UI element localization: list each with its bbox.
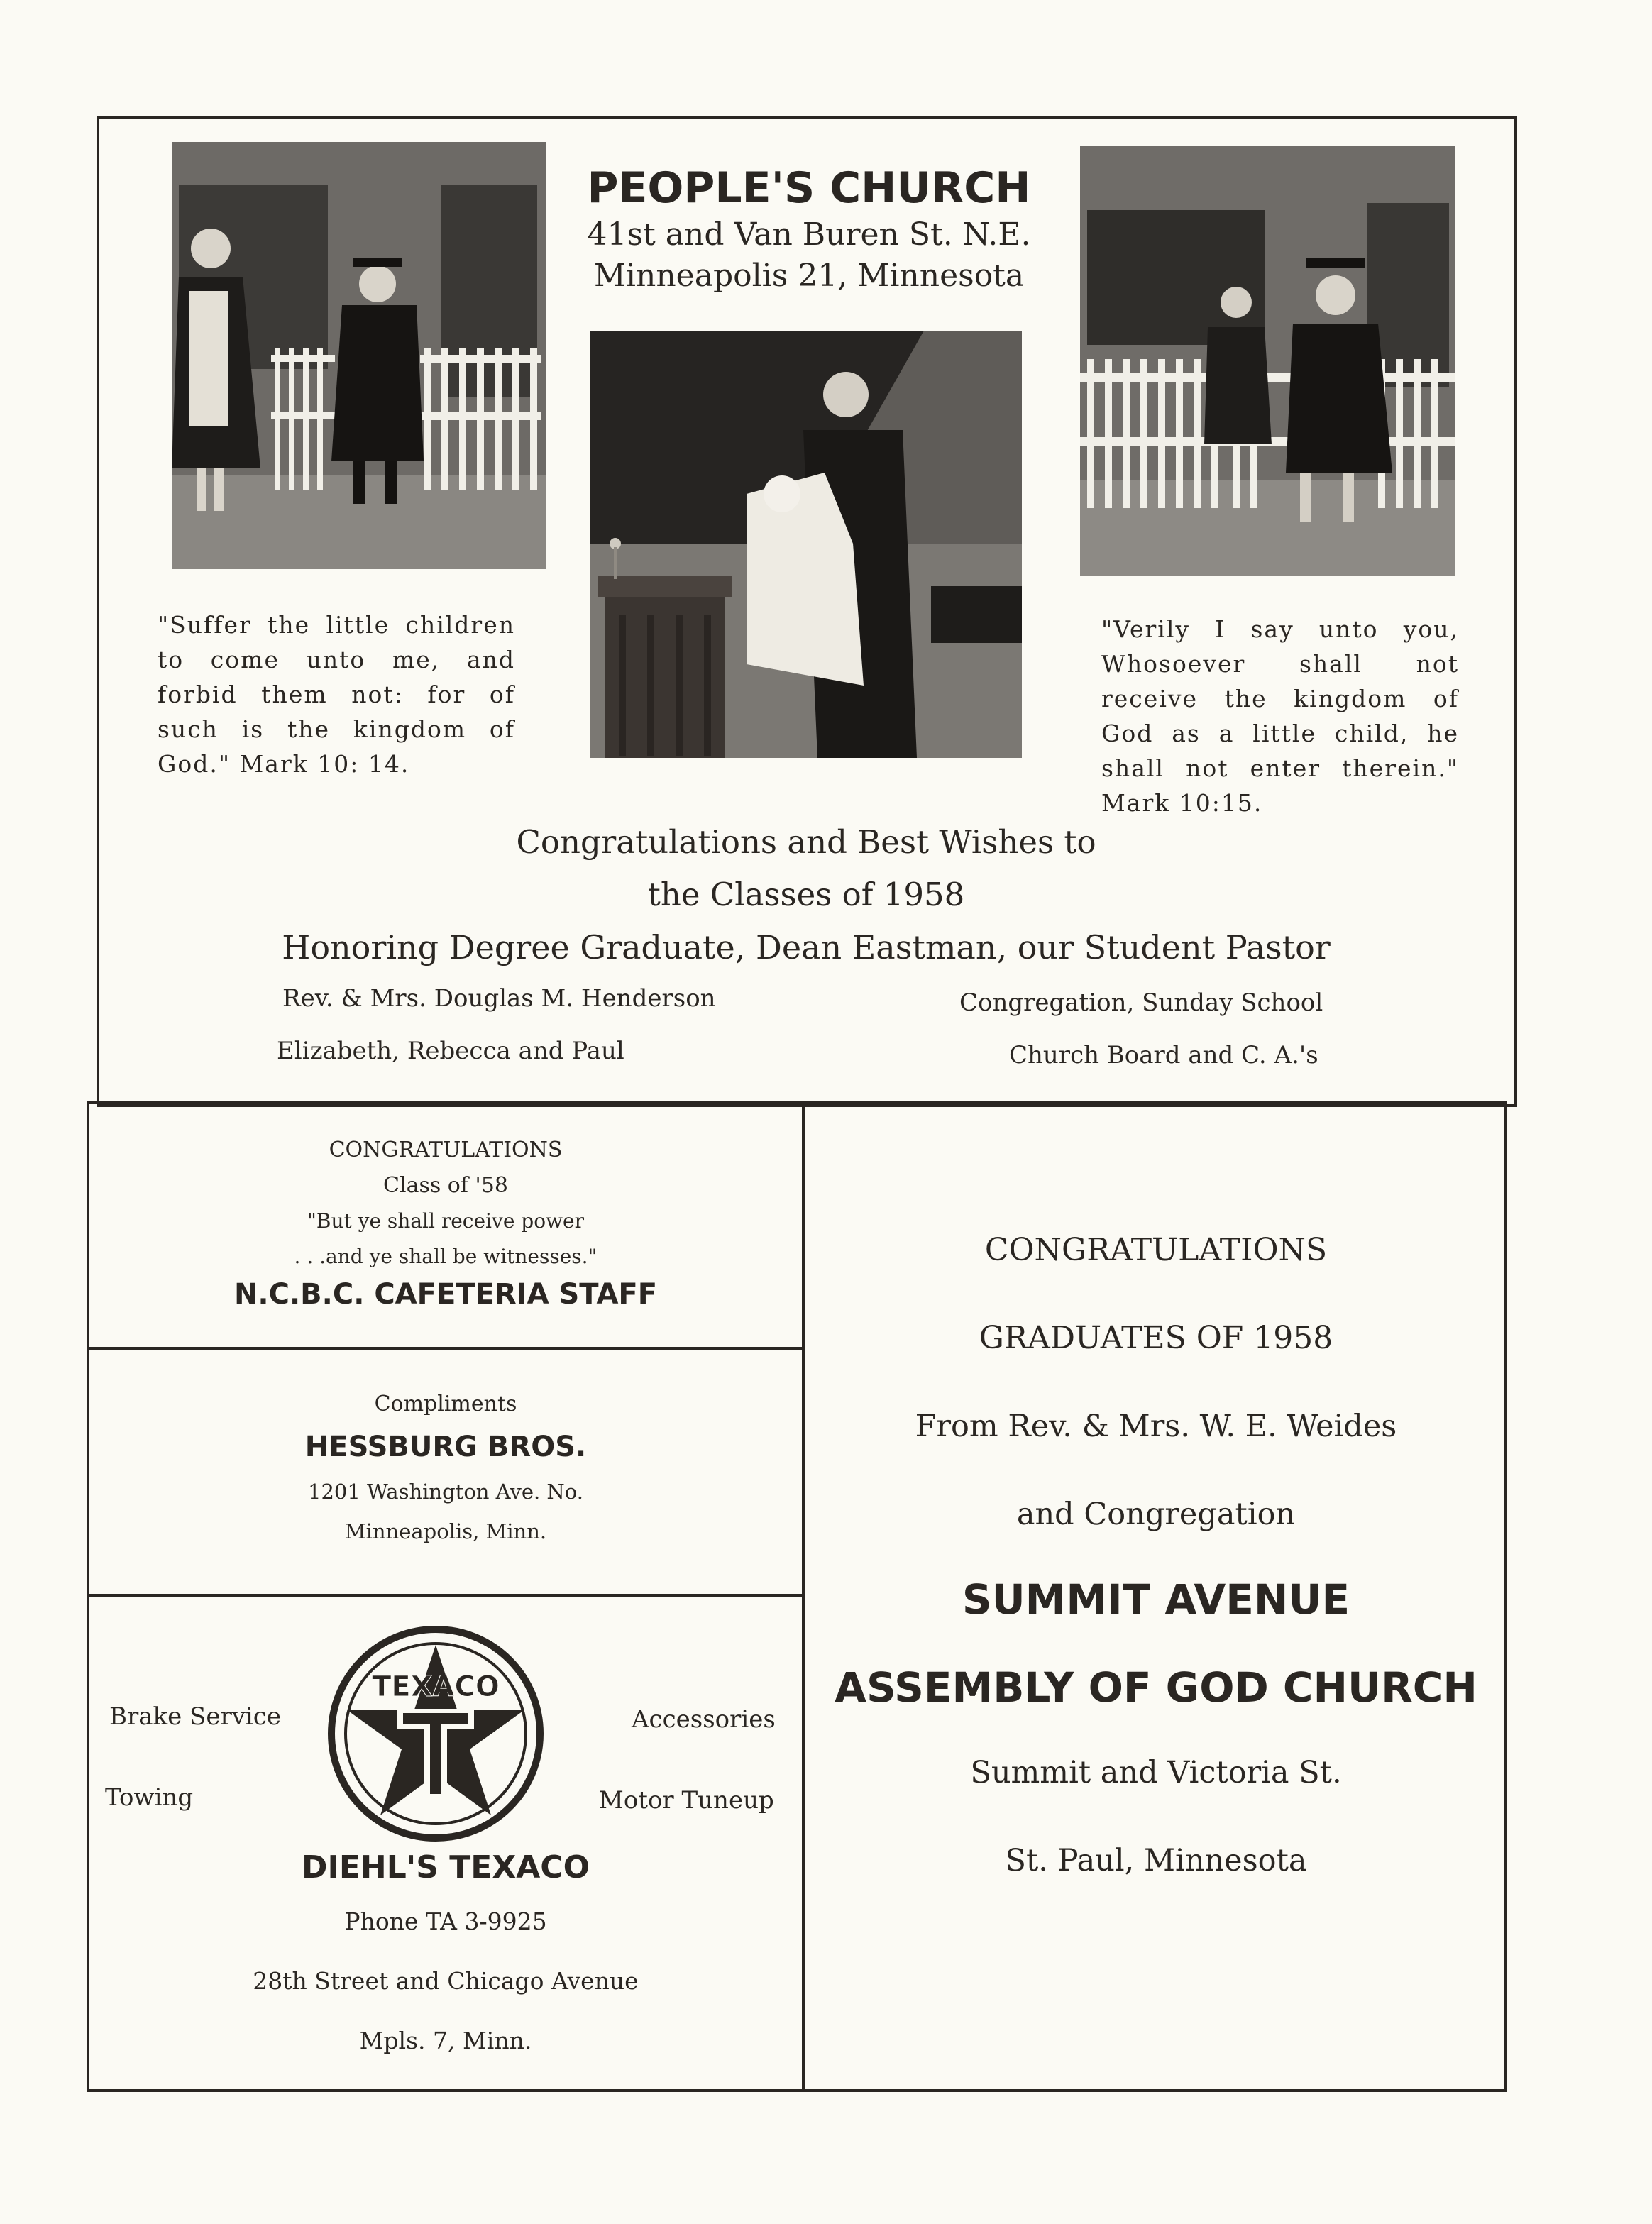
church-address-line1: 41st and Van Buren St. N.E. <box>587 216 1031 253</box>
summit-church-name-2: ASSEMBLY OF GOD CHURCH <box>835 1663 1477 1712</box>
signers-right-2: Church Board and C. A.'s <box>1009 1041 1318 1069</box>
summit-from: From Rev. & Mrs. W. E. Weides <box>915 1409 1397 1444</box>
divider-hessburg-texaco <box>87 1594 803 1597</box>
cafeteria-verse-2: . . .and ye shall be witnesses." <box>294 1245 598 1268</box>
texaco-address-1: 28th Street and Chicago Avenue <box>253 1967 639 1995</box>
signers-left-2: Elizabeth, Rebecca and Paul <box>277 1037 624 1065</box>
congrats-line1: Congratulations and Best Wishes to <box>516 823 1096 861</box>
summit-congrats: CONGRATULATIONS <box>984 1232 1328 1268</box>
texaco-star-logo <box>326 1625 545 1842</box>
hessburg-address-1: 1201 Washington Ave. No. <box>308 1480 583 1504</box>
church-header <box>554 162 1064 297</box>
church-name: PEOPLE'S CHURCH <box>587 163 1031 213</box>
texaco-service-tuneup: Motor Tuneup <box>599 1786 774 1815</box>
summit-address-2: St. Paul, Minnesota <box>1005 1843 1307 1878</box>
church-address-line2: Minneapolis 21, Minnesota <box>593 258 1025 294</box>
quote-mark-10-14: "Suffer the little children to come unto me, and forbid them not: for of such is the kingdom of God." Mark 10: 14. <box>158 611 515 778</box>
honoring-line: Honoring Degree Graduate, Dean Eastman, our Student Pastor <box>282 928 1331 967</box>
texaco-service-brake: Brake Service <box>109 1702 281 1731</box>
congrats-line2: the Classes of 1958 <box>647 876 965 913</box>
cafeteria-heading: CONGRATULATIONS <box>329 1138 563 1162</box>
summit-graduates: GRADUATES OF 1958 <box>979 1320 1333 1356</box>
signers-right-1: Congregation, Sunday School <box>959 989 1323 1017</box>
summit-church-name-1: SUMMIT AVENUE <box>962 1575 1350 1624</box>
texaco-service-towing: Towing <box>105 1783 194 1812</box>
texaco-phone: Phone TA 3-9925 <box>344 1908 547 1935</box>
texaco-service-accessories: Accessories <box>632 1705 776 1734</box>
photo-pastor-baptism-center <box>590 331 1022 758</box>
cafeteria-class: Class of '58 <box>383 1173 508 1198</box>
hessburg-name: HESSBURG BROS. <box>304 1431 587 1463</box>
hessburg-ad <box>89 1387 802 1551</box>
quote-mark-10-15: "Verily I say unto you, Whosoever shall not receive the kingdom of God as a little child, he shall not enter therein." Mark 10:15. <box>1101 615 1459 817</box>
photo-children-graduation-right <box>1080 146 1455 576</box>
hessburg-compliments: Compliments <box>374 1392 517 1416</box>
divider-cafeteria-hessburg <box>87 1347 803 1350</box>
hessburg-address-2: Minneapolis, Minn. <box>344 1519 547 1543</box>
cafeteria-ad <box>89 1133 802 1314</box>
texaco-logo-text: TEXACO <box>372 1670 500 1703</box>
cafeteria-verse-1: "But ye shall receive power <box>307 1209 584 1233</box>
summit-and-congregation: and Congregation <box>1016 1497 1296 1532</box>
cafeteria-staff-name: N.C.B.C. CAFETERIA STAFF <box>233 1278 658 1311</box>
texaco-logo-mark: REG.T.M. <box>418 1794 453 1802</box>
summit-ad <box>805 1228 1507 1883</box>
texaco-address-2: Mpls. 7, Minn. <box>359 2027 532 2054</box>
signers-left-1: Rev. & Mrs. Douglas M. Henderson <box>282 984 716 1013</box>
texaco-station-name: DIEHL'S TEXACO <box>301 1849 590 1886</box>
summit-address-1: Summit and Victoria St. <box>970 1755 1342 1790</box>
texaco-ad-info <box>89 1844 802 2055</box>
photo-children-graduation-left <box>172 142 546 569</box>
